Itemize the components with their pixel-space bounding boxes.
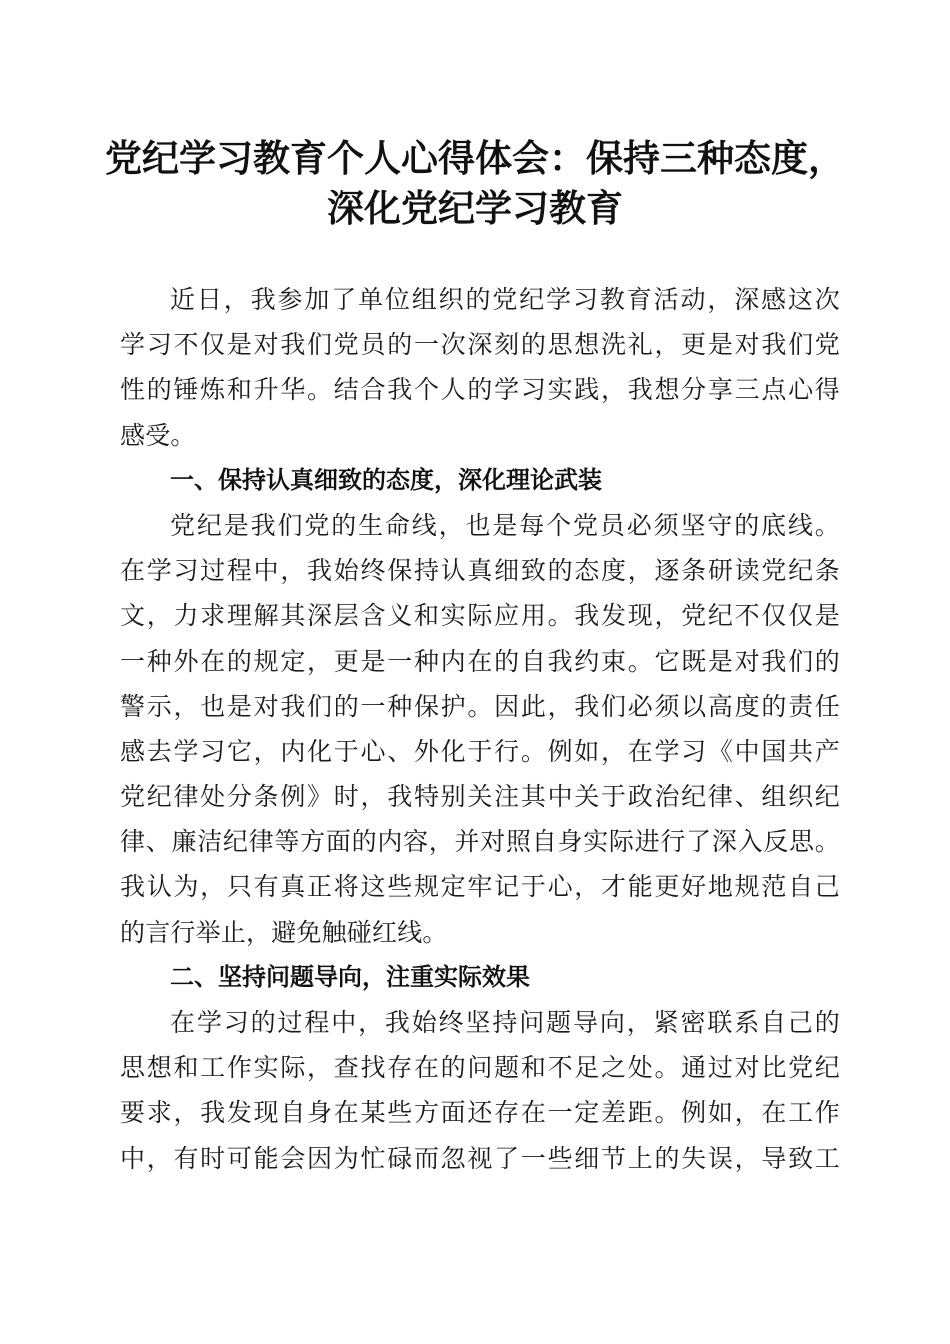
paragraph-line: 的言行举止，避免触碰红线。 <box>120 917 448 947</box>
document-title-line-2: 深化党纪学习教育 <box>327 186 623 230</box>
paragraph-line: 感受。 <box>120 420 196 450</box>
paragraph-line: 一种外在的规定，更是一种内在的自我约束。它既是对我们的 <box>120 646 840 676</box>
document-body <box>120 277 840 1181</box>
paragraph-line: 我认为，只有真正将这些规定牢记于心，才能更好地规范自己 <box>120 872 840 902</box>
section-1-paragraph <box>120 503 840 955</box>
intro-paragraph <box>120 277 840 458</box>
paragraph-line: 中，有时可能会因为忙碌而忽视了一些细节上的失误，导致工 <box>120 1143 840 1173</box>
paragraph-line: 感去学习它，内化于心、外化于行。例如，在学习《中国共产 <box>120 736 840 766</box>
section-2-paragraph <box>120 1000 840 1181</box>
paragraph-line: 在学习的过程中，我始终坚持问题导向，紧密联系自己的 <box>170 1008 840 1037</box>
paragraph-line: 要求，我发现自身在某些方面还存在一定差距。例如，在工作 <box>120 1098 840 1128</box>
paragraph-line: 党纪是我们党的生命线，也是每个党员必须坚守的底线。 <box>170 510 840 540</box>
paragraph-line: 思想和工作实际，查找存在的问题和不足之处。通过对比党纪 <box>120 1053 840 1083</box>
paragraph-line: 学习不仅是对我们党员的一次深刻的思想洗礼，更是对我们党 <box>120 330 840 360</box>
paragraph-line: 文，力求理解其深层含义和实际应用。我发现，党纪不仅仅是 <box>120 601 840 631</box>
document-title-line-1: 党纪学习教育个人心得体会：保持三种态度， <box>105 136 845 180</box>
paragraph-line: 警示，也是对我们的一种保护。因此，我们必须以高度的责任 <box>120 691 840 721</box>
section-2-heading: 二、坚持问题导向，注重实际效果 <box>170 962 530 991</box>
paragraph-line: 性的锤炼和升华。结合我个人的学习实践，我想分享三点心得 <box>120 375 840 405</box>
section-1-heading: 一、保持认真细致的态度，深化理论武装 <box>170 465 602 494</box>
paragraph-line: 近日，我参加了单位组织的党纪学习教育活动，深感这次 <box>170 285 840 314</box>
paragraph-line: 在学习过程中，我始终保持认真细致的态度，逐条研读党纪条 <box>120 556 840 586</box>
paragraph-line: 律、廉洁纪律等方面的内容，并对照自身实际进行了深入反思。 <box>120 827 840 857</box>
paragraph-line: 党纪律处分条例》时，我特别关注其中关于政治纪律、组织纪 <box>120 782 840 812</box>
